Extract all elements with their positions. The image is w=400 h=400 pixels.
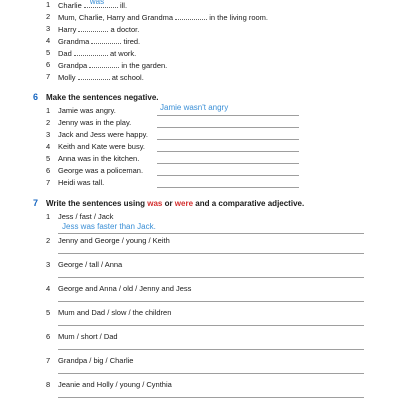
answer-line[interactable] — [157, 175, 299, 176]
keyword-were: were — [174, 199, 194, 208]
answer-line[interactable] — [157, 139, 299, 140]
answer-line[interactable] — [58, 301, 364, 302]
handwritten-answer: Jamie wasn't angry — [160, 103, 229, 112]
exercise-number: 7 — [33, 198, 39, 208]
answer-line[interactable] — [58, 253, 364, 254]
answer-blank[interactable] — [89, 60, 119, 68]
handwritten-answer: was — [89, 0, 105, 6]
answer-blank[interactable] — [78, 72, 110, 80]
answer-line[interactable] — [157, 115, 299, 116]
answer-line[interactable] — [58, 397, 364, 398]
exercise-number: 6 — [33, 92, 39, 102]
answer-line[interactable] — [157, 151, 299, 152]
exercise-title: Write the sentences using was or were and a comparative adjective. — [46, 199, 305, 208]
answer-line[interactable] — [58, 373, 364, 374]
answer-line[interactable] — [58, 349, 364, 350]
worksheet-page: 1 Charlie was ill. 2 Mum, Charlie, Harry and Grandma in the living room. 3 Harry a doctor. 4 Grandma tired. 5 Dad at work. 6 Grandpa in the garden. 7 Molly at school. 6 Make the sentences negative. 1 Jamie was angry. Jamie wasn't angry 2 Jenny was in the play. 3 Jack and Jess were happy. 4 Keith and Kate were busy. 5 Anna was in the kitchen. 6 George was a policeman. 7 Heidi was tall. 7 Write the sentences using was or were and a comparative adjective. 1 Jess / fast / Jack Jess was faster than Jack. 2 Jenny and George / young / Keith 3 George / tall / Anna 4 George and Anna / old / Jenny and Jess 5 Mum and Dad / slow / the children 6 Mum / short / Dad 7 Grandpa / big / Charlie 8 Jeanie and Holly / young / Cynthia — [0, 0, 400, 400]
answer-line[interactable] — [157, 187, 299, 188]
exercise-title: Make the sentences negative. — [46, 93, 159, 102]
answer-blank[interactable] — [74, 48, 108, 56]
answer-blank[interactable] — [78, 24, 108, 32]
keyword-was: was — [147, 199, 163, 208]
answer-line[interactable] — [58, 277, 364, 278]
handwritten-answer: Jess was faster than Jack. — [62, 222, 156, 231]
answer-line[interactable] — [157, 163, 299, 164]
answer-line[interactable] — [58, 325, 364, 326]
answer-line[interactable] — [157, 127, 299, 128]
answer-blank[interactable] — [175, 12, 207, 20]
answer-blank[interactable] — [91, 36, 121, 44]
answer-line[interactable] — [58, 233, 364, 234]
answer-blank[interactable] — [84, 0, 118, 8]
